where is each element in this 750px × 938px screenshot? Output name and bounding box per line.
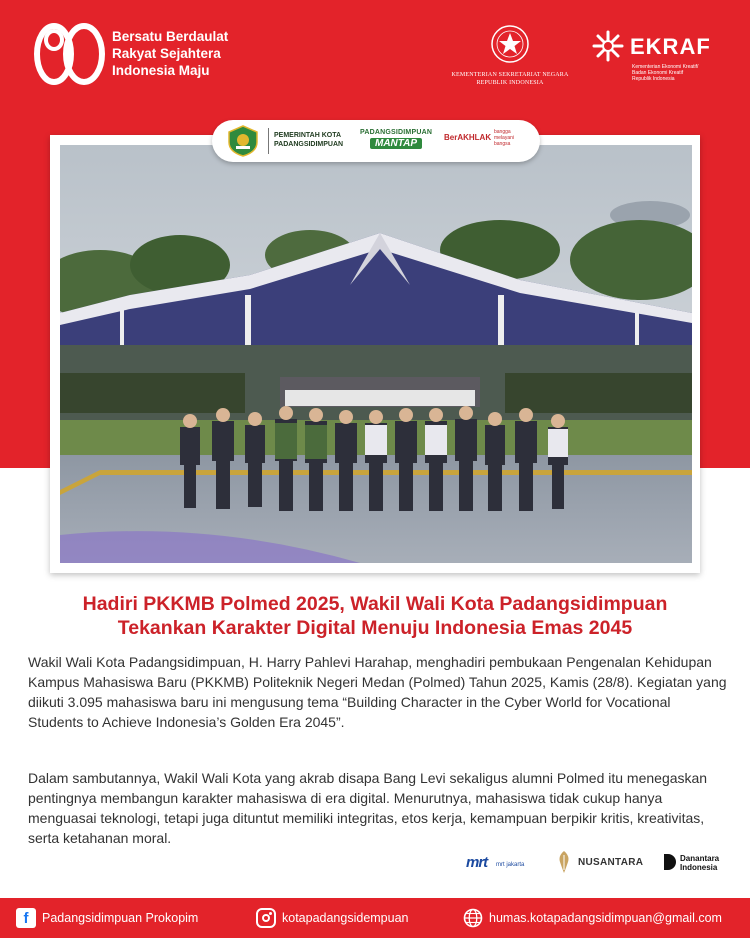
svg-text:80: 80	[67, 63, 71, 65]
bangga-melayani-bangsa-logo: bangga melayani bangsa	[494, 129, 515, 147]
danantara-indonesia-logo: Danantara Indonesia	[664, 852, 734, 876]
footer-bar	[0, 898, 750, 938]
footer-instagram[interactable]: kotapadangsidempuan	[256, 908, 409, 928]
kemensetneg-emblem-icon	[490, 24, 530, 64]
pemkot-banner	[212, 120, 540, 162]
footer-facebook[interactable]: f Padangsidimpuan Prokopim	[16, 908, 198, 928]
banner-divider	[268, 128, 269, 154]
pemkot-emblem-icon	[226, 124, 260, 158]
danantara-mark-icon	[664, 854, 676, 870]
article-headline: Hadiri PKKMB Polmed 2025, Wakil Wali Kota Padangsidimpuan Tekankan Karakter Digital Menuju Indonesia Emas 2045	[82, 593, 668, 639]
facebook-icon: f	[16, 908, 36, 928]
article-paragraph-2: Dalam sambutannya, Wakil Wali Kota yang akrab disapa Bang Levi sekaligus alumni Polmed itu menegaskan pentingnya membangun karakter mahasiswa di era digital. Menurutnya, mahasiswa tidak cukup hanya menguasai teknologi, tetapi juga dituntut memiliki integritas, etos kerja, kemampuan berpikir kritis, kreativitas, serta ketahanan moral.	[28, 770, 708, 846]
kemensetneg-logo: KEMENTERIAN SEKRETARIAT NEGARA REPUBLIK INDONESIA	[440, 24, 580, 87]
instagram-icon	[256, 908, 276, 928]
event-photo	[60, 145, 692, 563]
footer-email[interactable]: humas.kotapadangsidimpuan@gmail.com	[463, 908, 722, 928]
mrt-jakarta-logo: mrt mrt jakarta	[466, 854, 525, 871]
pemkot-text: PEMERINTAH KOTA PADANGSIDIMPUAN	[274, 132, 344, 148]
hut-ri-80-tagline: Bersatu Berdaulat Rakyat Sejahtera Indonesia Maju	[112, 29, 229, 78]
article-paragraph-1: Wakil Wali Kota Padangsidimpuan, H. Harry Pahlevi Harahap, menghadiri pembukaan Pengenalan Kehidupan Kampus Mahasiswa Baru (PKKMB) Politeknik Negeri Medan (Polmed) Tahun 2025, Kamis (28/8). Kegiatan yang diikuti 3.095 mahasiswa baru ini mengusung tema “Building Character in the Cyber World for Vocational Students to Achieve Indonesia’s Golden Era 2045”.	[28, 654, 727, 730]
nusantara-logo: NUSANTARA	[556, 850, 642, 876]
padangsidimpuan-mantap-logo: PADANGSIDIMPUAN MANTAP	[360, 129, 433, 149]
berakhlak-logo: BerAKHLAK	[444, 133, 492, 142]
globe-icon	[463, 908, 483, 928]
nusantara-emblem-icon	[556, 850, 572, 874]
hut-ri-80-logo-icon	[34, 22, 106, 86]
ekraf-mark-icon	[590, 28, 626, 64]
